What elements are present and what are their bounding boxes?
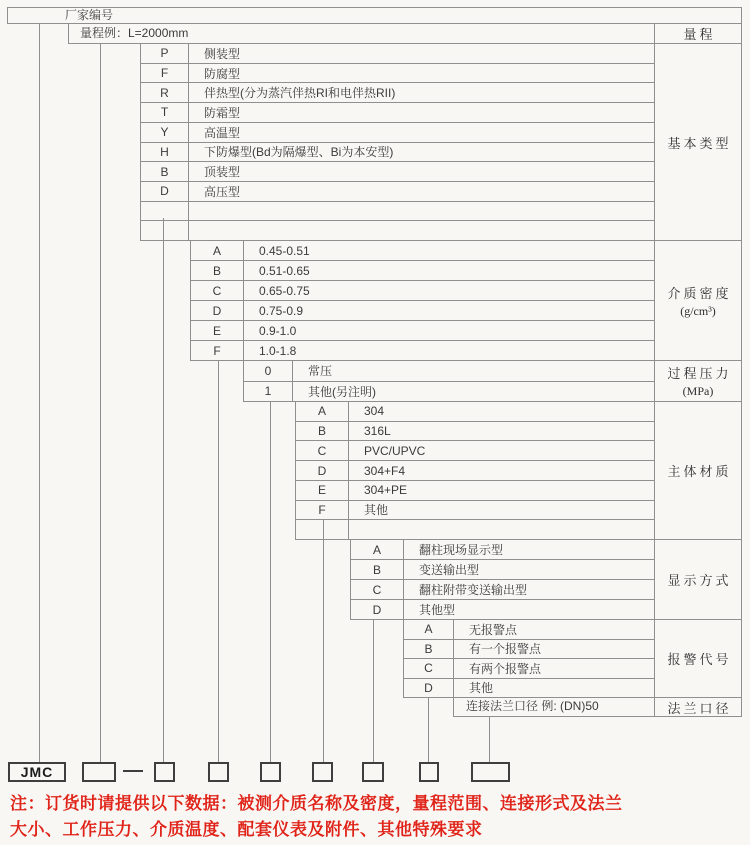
label-flange-text: 法兰口径 xyxy=(667,700,732,716)
jmc-box: JMC xyxy=(8,762,66,782)
desc-cell: 316L xyxy=(364,424,391,439)
code-box xyxy=(362,762,384,782)
code-cell: H xyxy=(141,143,189,162)
connector-line xyxy=(489,717,490,762)
label-pressure-text: 过程压力 xyxy=(667,366,732,381)
code-cell: E xyxy=(191,321,244,340)
code-cell: D xyxy=(351,600,404,619)
pressure-table xyxy=(243,361,655,402)
desc-cell: 0.75-0.9 xyxy=(259,303,304,318)
code-cell: C xyxy=(191,281,244,300)
desc-cell xyxy=(189,221,654,240)
label-material xyxy=(655,402,742,540)
desc-cell: 1.0-1.8 xyxy=(259,343,297,358)
display-table xyxy=(350,540,655,620)
table-row xyxy=(141,221,654,240)
table-row xyxy=(351,600,654,619)
code-cell: F xyxy=(296,501,349,520)
code-box xyxy=(82,762,116,782)
table-row xyxy=(141,103,654,123)
desc-cell: PVC/UPVC xyxy=(364,443,426,458)
desc-cell: 变送输出型 xyxy=(419,563,480,577)
table-row xyxy=(191,301,654,321)
table-row xyxy=(191,321,654,341)
table-row xyxy=(296,461,654,481)
desc-cell: 其他(另注明) xyxy=(308,384,376,399)
code-cell: D xyxy=(141,182,189,201)
code-cell: F xyxy=(191,341,244,360)
desc-cell: 其他 xyxy=(364,503,389,518)
code-cell: E xyxy=(296,481,349,500)
desc-cell: 有一个报警点 xyxy=(469,642,542,657)
label-flange xyxy=(655,698,742,717)
label-alarm-text: 报警代号 xyxy=(667,652,732,667)
label-basic-text: 基本类型 xyxy=(667,135,732,151)
table-row xyxy=(404,679,654,698)
desc-cell: 防腐型 xyxy=(204,66,241,81)
code-cell: R xyxy=(141,83,189,102)
table-row xyxy=(191,341,654,360)
table-row xyxy=(351,580,654,600)
table-row xyxy=(244,382,654,402)
desc-cell: 0.65-0.75 xyxy=(259,283,310,298)
desc-cell: 其他型 xyxy=(419,603,456,617)
code-cell: A xyxy=(351,540,404,559)
table-row xyxy=(244,361,654,382)
table-row xyxy=(191,261,654,281)
table-row xyxy=(296,481,654,501)
table-row xyxy=(141,143,654,163)
factory-code-label: 厂家编号 xyxy=(65,8,114,22)
label-pressure-unit: (MPa) xyxy=(682,384,714,398)
material-table xyxy=(295,402,655,540)
code-cell: D xyxy=(191,301,244,320)
order-note xyxy=(10,791,746,843)
table-row xyxy=(141,202,654,222)
desc-cell: 高压型 xyxy=(204,184,241,199)
table-row xyxy=(404,640,654,660)
basic-table xyxy=(140,44,655,241)
desc-cell xyxy=(189,202,654,221)
range-row xyxy=(68,24,655,44)
code-box xyxy=(312,762,333,782)
table-row xyxy=(351,540,654,560)
label-pressure xyxy=(655,361,742,402)
code-box xyxy=(419,762,439,782)
table-row xyxy=(141,64,654,84)
connector-line xyxy=(163,218,164,762)
code-box xyxy=(260,762,281,782)
table-row xyxy=(404,659,654,679)
table-row xyxy=(191,241,654,261)
label-basic xyxy=(655,44,742,241)
desc-cell: 0.51-0.65 xyxy=(259,263,310,278)
desc-cell: 有两个报警点 xyxy=(469,661,542,676)
table-row xyxy=(191,281,654,301)
table-row xyxy=(351,560,654,580)
connector-line xyxy=(270,402,271,762)
desc-cell: 常压 xyxy=(308,364,333,379)
label-display-text: 显示方式 xyxy=(667,573,732,588)
desc-cell: 其他 xyxy=(469,681,494,696)
desc-cell: 翻柱现场显示型 xyxy=(419,543,504,557)
label-density-text: 介质密度 xyxy=(667,285,732,301)
order-note-line1: 注：订货时请提供以下数据：被测介质名称及密度，量程范围、连接形式及法兰 xyxy=(10,794,623,813)
code-cell: A xyxy=(191,241,244,260)
table-row xyxy=(296,520,654,539)
code-cell: 1 xyxy=(244,382,293,402)
label-density-unit: (g/cm³) xyxy=(680,303,716,318)
factory-code-row xyxy=(7,7,742,24)
connector-line xyxy=(218,361,219,762)
table-row xyxy=(141,182,654,202)
desc-cell: 304+F4 xyxy=(364,463,406,478)
code-cell: C xyxy=(404,659,454,678)
connector-line xyxy=(428,698,429,762)
code-cell: 0 xyxy=(244,361,293,381)
label-range-text: 量程 xyxy=(683,27,716,42)
code-cell: B xyxy=(296,422,349,441)
code-box xyxy=(208,762,229,782)
table-row xyxy=(296,441,654,461)
code-cell: Y xyxy=(141,123,189,142)
connector-line xyxy=(373,620,374,762)
code-cell: C xyxy=(351,580,404,599)
table-row xyxy=(296,402,654,422)
code-cell: D xyxy=(404,679,454,698)
code-cell xyxy=(141,202,189,221)
flange-row xyxy=(453,698,655,717)
label-alarm xyxy=(655,620,742,698)
code-cell: A xyxy=(296,402,349,421)
desc-cell: 翻柱附带变送输出型 xyxy=(419,583,528,597)
code-cell: A xyxy=(404,620,454,639)
desc-cell: 侧装型 xyxy=(204,46,241,61)
desc-cell: 无报警点 xyxy=(469,622,518,637)
desc-cell: 0.45-0.51 xyxy=(259,243,310,258)
code-cell: B xyxy=(191,261,244,280)
code-cell: T xyxy=(141,103,189,122)
table-row xyxy=(141,123,654,143)
desc-cell: 下防爆型(Bd为隔爆型、Bi为本安型) xyxy=(204,145,394,160)
desc-cell: 防霜型 xyxy=(204,105,241,120)
range-example-text: 量程例：L=2000mm xyxy=(80,26,189,40)
table-row xyxy=(404,620,654,640)
flange-text: 连接法兰口径 例: (DN)50 xyxy=(466,699,599,713)
label-material-text: 主体材质 xyxy=(667,464,732,479)
connector-line xyxy=(100,44,101,762)
desc-cell: 304 xyxy=(364,404,385,419)
table-row xyxy=(141,162,654,182)
code-cell: C xyxy=(296,441,349,460)
table-row xyxy=(296,422,654,442)
label-range xyxy=(655,24,742,44)
connector-line xyxy=(39,24,40,762)
table-row xyxy=(141,83,654,103)
connector-line xyxy=(323,520,324,762)
desc-cell: 伴热型(分为蒸汽伴热RI和电伴热RII) xyxy=(204,86,396,101)
code-cell: B xyxy=(404,640,454,659)
desc-cell: 0.9-1.0 xyxy=(259,323,297,338)
table-row xyxy=(141,44,654,64)
separator-dash xyxy=(123,770,143,772)
code-cell: F xyxy=(141,64,189,83)
density-table xyxy=(190,241,655,361)
code-box xyxy=(471,762,510,782)
code-cell: B xyxy=(141,162,189,181)
code-box xyxy=(154,762,175,782)
code-cell: D xyxy=(296,461,349,480)
label-density xyxy=(655,241,742,361)
desc-cell: 高温型 xyxy=(204,125,241,140)
order-note-line2: 大小、工作压力、介质温度、配套仪表及附件、其他特殊要求 xyxy=(10,820,483,839)
label-display xyxy=(655,540,742,620)
desc-cell xyxy=(349,520,654,539)
alarm-table xyxy=(403,620,655,698)
code-cell xyxy=(141,221,189,240)
table-row xyxy=(296,501,654,521)
code-cell: B xyxy=(351,560,404,579)
desc-cell: 顶装型 xyxy=(204,165,241,180)
desc-cell: 304+PE xyxy=(364,483,408,498)
code-cell: P xyxy=(141,44,189,63)
